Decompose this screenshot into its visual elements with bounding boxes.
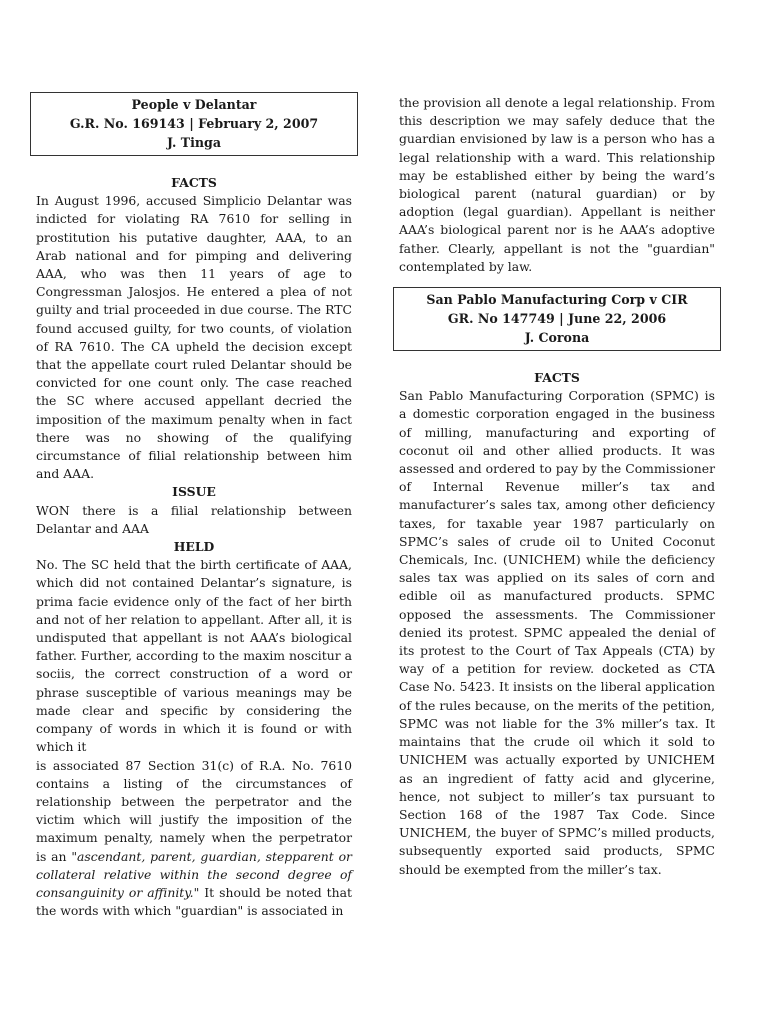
- case-gr-number: GR. No 147749 | June 22, 2006: [447, 311, 667, 327]
- issue-heading: ISSUE: [172, 484, 216, 500]
- held-paragraph-1: No. The SC held that the birth certificate of AAA, which did not contained Delantar’s signature, is prima facie evidence only of the fact of her birth and not of her relation to appellant. After all, it is undisputed that appellant is not AAA’s biological father. Further, according to the maxim noscitur a sociis, the correct construction of a word or phrase susceptible of various meanings may be made clear and specific by considering the company of words in which it is found or with which it: [36, 557, 352, 755]
- case-justice: J. Tinga: [166, 135, 222, 150]
- held-text-b: It should be noted that the words with which "guardian" is associated in: [36, 884, 352, 919]
- held-heading: HELD: [173, 539, 215, 555]
- facts-paragraph: In August 1996, accused Simplicio Delantar was indicted for violating RA 7610 for selling in prostitution his putative daughter, AAA, to an Arab national and for pimping and delivering AAA, who was then 11 years of age to Congressman Jalosjos. He entered a plea of not guilty and trial proceeded in due course. The RTC found accused guilty, for two counts, of violation of RA 7610. The CA upheld the decision except that the appellate court ruled Delantar should be convicted for one count only. The case reached the SC where accused appellant decried the imposition of the maximum penalty when in fact there was no showing of the qualifying circumstance of filial relationship between him and AAA.: [36, 193, 352, 482]
- held-paragraph-3: the provision all denote a legal relationship. From this description we may safely deduce that the guardian envisioned by law is a person who has a legal relationship with a ward. This relationship may be established either by being the ward’s biological parent (natural guardian) or by adoption (legal guardian). Appellant is neither AAA’s biological parent nor is he AAA’s adoptive father. Clearly, appellant is not the "guardian" contemplated by law.: [399, 95, 715, 274]
- issue-paragraph: WON there is a filial relationship between Delantar and AAA: [36, 502, 352, 536]
- case-header-box-san-pablo: [393, 287, 721, 351]
- held-paragraph-2: [36, 757, 352, 921]
- case-header-box-delantar: [30, 92, 358, 156]
- facts-heading: FACTS: [171, 175, 217, 190]
- held-quote: "ascendant, parent, guardian, stepparent or collateral relative within the second degree of consanguinity or affinity.": [36, 848, 352, 900]
- case-title: San Pablo Manufacturing Corp v CIR: [426, 292, 688, 308]
- case-title: People v Delantar: [131, 97, 257, 112]
- case-justice: J. Corona: [524, 330, 590, 346]
- left-column: [36, 92, 352, 920]
- facts-paragraph: San Pablo Manufacturing Corporation (SPMC) is a domestic corporation engaged in the business of milling, manufacturing and exporting of coconut oil and other allied products. It was assessed and ordered to pay by the Commissioner of Internal Revenue miller’s tax and manufacturer’s sales tax, among other deficiency taxes, for taxable year 1987 particularly on SPMC’s sales of crude oil to United Coconut Chemicals, Inc. (UNICHEM) while the deficiency sales tax was applied on its sales of corn and edible oil as manufactured products. SPMC opposed the assessments. The Commissioner denied its protest. SPMC appealed the denial of its protest to the Court of Tax Appeals (CTA) by way of a petition for review. docketed as CTA Case No. 5423. It insists on the liberal application of the rules because, on the merits of the petition, SPMC was not liable for the 3% miller’s tax. It maintains that the crude oil which it sold to UNICHEM was actually exported by UNICHEM as an ingredient of fatty acid and glycerine, hence, not subject to miller’s tax pursuant to Section 168 of the 1987 Tax Code. Since UNICHEM, the buyer of SPMC’s milled products, subsequently exported said products, SPMC should be exempted from the miller’s tax.: [399, 388, 715, 877]
- case-gr-number: G.R. No. 169143 | February 2, 2007: [69, 116, 319, 131]
- held-text-a: is associated 87 Section 31(c) of R.A. No. 7610 contains a listing of the circumstances of relationship between the perpetrator and the victim which will justify the imposition of the maximum penalty, namely when the perpetrator is an: [36, 757, 352, 864]
- facts-heading: FACTS: [534, 370, 580, 386]
- right-column: [399, 94, 715, 879]
